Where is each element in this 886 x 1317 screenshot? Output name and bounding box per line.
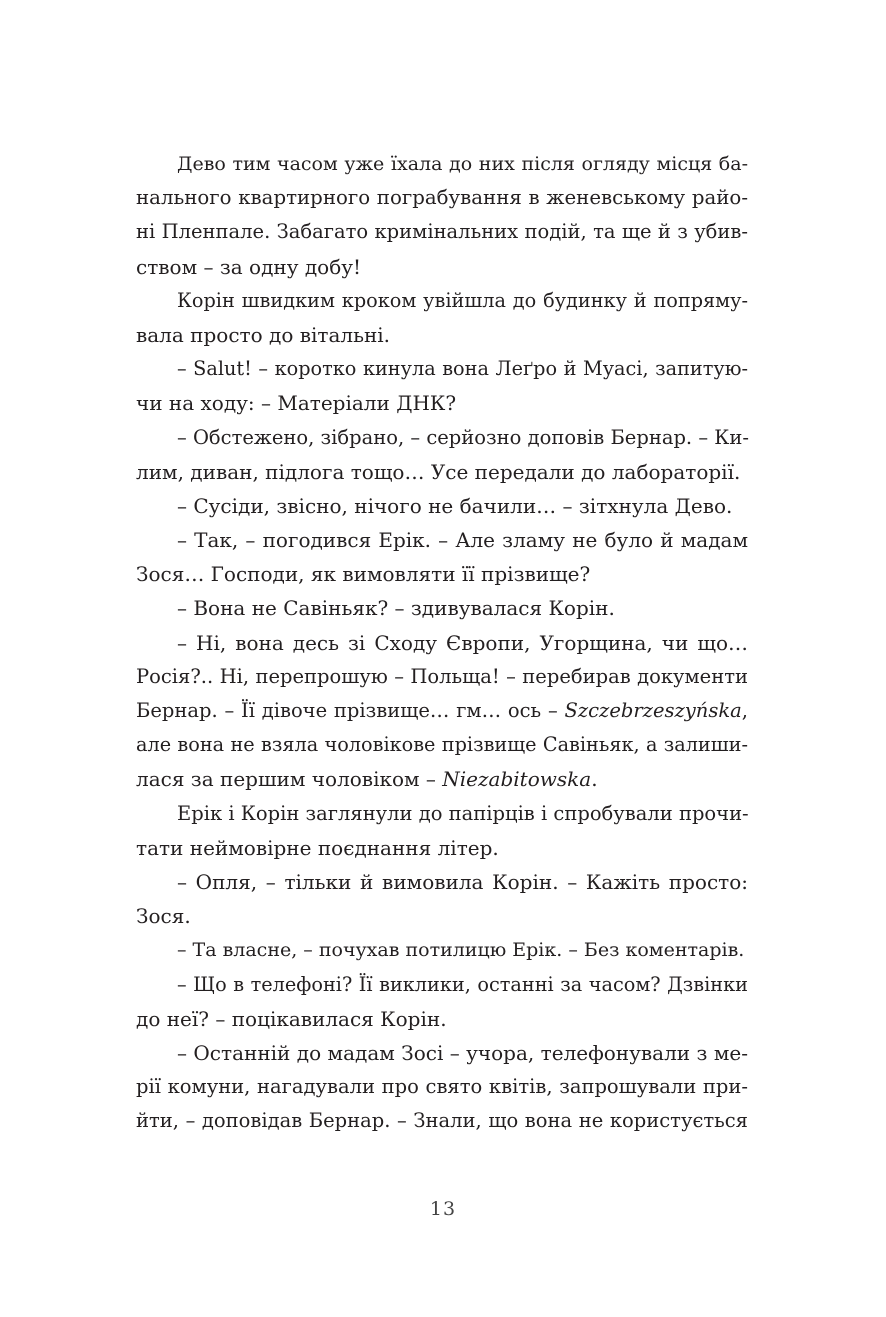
- text-span: до неї? – поцікавилася Корін.: [136, 1006, 447, 1031]
- text-line: [136, 626, 748, 660]
- text-line: [136, 523, 748, 557]
- text-line: [136, 284, 748, 318]
- text-line: [136, 899, 748, 933]
- text-span: Дево тим часом уже їхала до них після огляду місця ба-: [177, 153, 748, 175]
- text-line: [136, 557, 748, 591]
- text-span: чи на ходу: – Матеріали ДНК?: [136, 391, 457, 416]
- text-span: рії комуни, нагадували про свято квітів, запрошували при-: [136, 1075, 748, 1099]
- text-span: – Обстежено, зібрано, – серйозно доповів Бернар. – Ки-: [177, 425, 749, 449]
- italic-text: Szczebrzeszyńska: [564, 699, 742, 722]
- text-span: – Сусіди, звісно, нічого не бачили… – зітхнула Дево.: [177, 493, 733, 518]
- text-span: – Salut! – коротко кинула вона Леґро й Муасі, запитую-: [177, 357, 748, 381]
- text-span: – Ні, вона десь зі Сходу Європи, Угорщина, чи що…: [177, 630, 748, 655]
- text-span: Корін швидким кроком увійшла до будинку й попряму-: [177, 288, 748, 312]
- text-line: [136, 591, 748, 625]
- text-line: [136, 1036, 748, 1070]
- text-line: [136, 1002, 748, 1036]
- text-line: [136, 1070, 748, 1104]
- text-line: [136, 147, 748, 181]
- text-line: [136, 694, 748, 728]
- text-span: йти, – доповідав Бернар. – Знали, що вона не користується: [136, 1109, 748, 1133]
- text-line: [136, 831, 748, 865]
- text-line: [136, 181, 748, 215]
- text-line: [136, 489, 748, 523]
- text-line: [136, 352, 748, 386]
- text-line: [136, 933, 748, 967]
- text-span: Ерік і Корін заглянули до папірців і спробували прочи-: [177, 801, 749, 825]
- text-span: – Так, – погодився Ерік. – Але зламу не було й мадам: [177, 528, 748, 553]
- text-span: Зося.: [136, 904, 191, 929]
- text-span: ством – за одну добу!: [136, 254, 362, 279]
- text-span: лим, диван, підлога тощо… Усе передали до лабораторії.: [136, 459, 741, 484]
- text-line: [136, 865, 748, 899]
- text-span: .: [591, 767, 598, 792]
- text-span: тати неймовірне поєднання літер.: [136, 835, 499, 860]
- text-line: [136, 386, 748, 420]
- text-span: Бернар. – Її дівоче прізвище… гм… ось –: [136, 699, 565, 722]
- text-line: [136, 455, 748, 489]
- body-text: [136, 147, 748, 1138]
- text-span: – Опля, – тільки й вимовила Корін. – Кажіть просто:: [177, 869, 748, 894]
- text-span: – Останній до мадам Зосі – учора, телефонували з ме-: [177, 1040, 748, 1065]
- text-span: – Та власне, – почухав потилицю Ерік. – Без коментарів.: [177, 939, 745, 962]
- text-span: лася за першим чоловіком –: [136, 767, 443, 792]
- text-span: ,: [741, 699, 748, 722]
- text-line: [136, 660, 748, 694]
- text-span: але вона не взяла чоловікове прізвище Савіньяк, а залиши-: [136, 733, 748, 757]
- page-number: 13: [429, 1198, 457, 1220]
- text-span: – Вона не Савіньяк? – здивувалася Корін.: [177, 596, 615, 621]
- text-line: [136, 968, 748, 1002]
- text-line: [136, 250, 748, 284]
- text-span: нального квартирного пограбування в женевському райо-: [136, 186, 748, 210]
- text-line: [136, 1104, 748, 1138]
- text-line: [136, 797, 748, 831]
- text-line: [136, 728, 748, 762]
- text-span: Росія?.. Ні, перепрошую – Польща! – перебирав документи: [136, 664, 748, 688]
- text-span: Зося… Господи, як вимовляти її прізвище?: [136, 562, 591, 587]
- italic-text: Niezabitowska: [442, 767, 592, 792]
- text-line: [136, 762, 748, 796]
- text-span: – Що в телефоні? Її виклики, останні за часом? Дзвінки: [177, 972, 748, 996]
- text-line: [136, 215, 748, 249]
- text-span: вала просто до вітальні.: [136, 322, 391, 347]
- text-line: [136, 421, 748, 455]
- text-span: ні Пленпале. Забагато кримінальних подій, та ще й з убив-: [136, 220, 748, 244]
- text-line: [136, 318, 748, 352]
